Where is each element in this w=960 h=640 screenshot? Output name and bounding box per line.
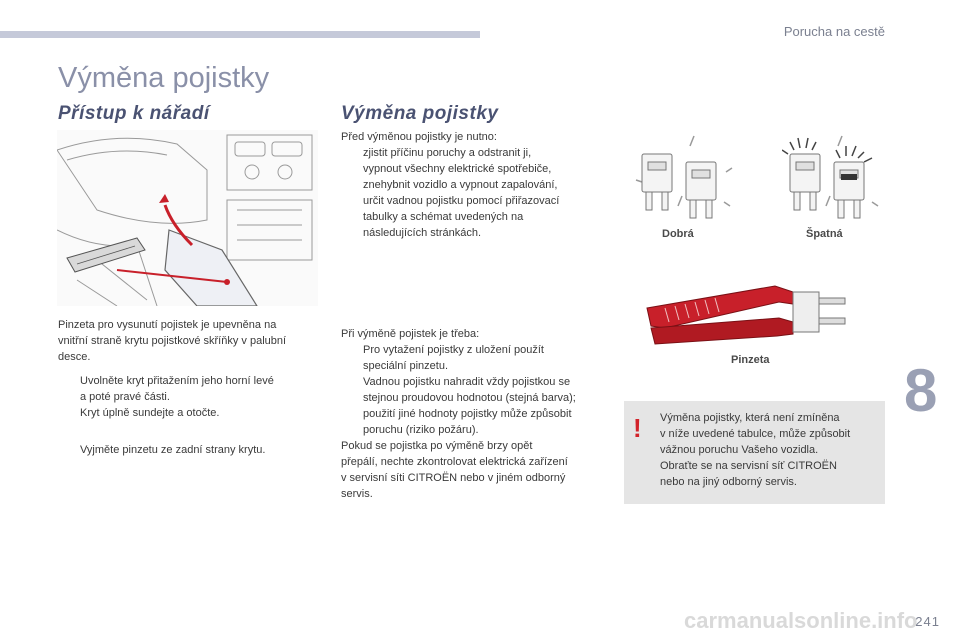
- list-item: [58, 442, 326, 458]
- bullet-line: Pro vytažení pojistky z uložení použít: [363, 344, 544, 356]
- bullet-line: stejnou proudovou hodnotou (stejná barva);: [363, 392, 576, 404]
- bullet-line: Vyjměte pinzetu ze zadní strany krytu.: [80, 444, 266, 456]
- bullet-line: následujících stránkách.: [363, 227, 482, 239]
- warning-line: nebo na jiný odborný servis.: [660, 476, 797, 488]
- warning-line: Výměna pojistky, která není zmíněna: [660, 412, 840, 424]
- before-intro: Před výměnou pojistky je nutno:: [341, 131, 497, 143]
- closing-line: přepálí, nechte zkontrolovat elektrická zařízení: [341, 456, 568, 468]
- page-title: Výměna pojistky: [58, 62, 270, 94]
- page-number: 241: [915, 614, 940, 629]
- bullet-line: znehybnit vozidlo a vypnout zapalování,: [363, 179, 558, 191]
- before-replacement-list: [341, 129, 611, 241]
- left-intro-line: desce.: [58, 351, 91, 363]
- during-replacement-list: [341, 326, 613, 502]
- list-item: [341, 145, 611, 161]
- header-accent-bar: [0, 31, 480, 38]
- good-fuse-label: Dobrá: [662, 228, 694, 240]
- section-title: Porucha na cestě: [783, 24, 885, 39]
- chapter-number: 8: [904, 357, 938, 424]
- closing-line: Pokud se pojistka po výměně brzy opět: [341, 440, 533, 452]
- left-intro: [58, 317, 326, 365]
- list-item: [58, 405, 326, 421]
- warning-exclamation-icon: !: [633, 413, 642, 443]
- left-bullets-a: [58, 373, 326, 421]
- bullet-line: poruchu (riziko požáru).: [363, 424, 479, 436]
- list-item: [58, 373, 326, 405]
- left-intro-line: Pinzeta pro vysunutí pojistek je upevněna na: [58, 319, 277, 331]
- bullet-line: Vadnou pojistku nahradit vždy pojistkou se: [363, 376, 571, 388]
- tweezers-illustration: [645, 278, 850, 348]
- left-intro-line: vnitřní straně krytu pojistkové skříňky v palubní: [58, 335, 287, 347]
- left-heading: Přístup k nářadí: [58, 103, 210, 124]
- warning-text: [660, 410, 882, 490]
- bullet-line: Kryt úplně sundejte a otočte.: [80, 407, 220, 419]
- list-item: [341, 374, 613, 438]
- right-heading: Výměna pojistky: [341, 103, 499, 124]
- during-intro: Při výměně pojistek je třeba:: [341, 328, 480, 340]
- bad-fuse-label: Špatná: [806, 228, 843, 240]
- bad-fuse-illustration: [782, 132, 882, 222]
- good-fuse-illustration: [634, 132, 734, 222]
- closing-line: v servisní síti CITROËN nebo v jiném odborný: [341, 472, 566, 484]
- list-item: [341, 161, 611, 177]
- dashboard-illustration: [57, 130, 318, 306]
- tweezers-label: Pinzeta: [731, 354, 770, 366]
- left-bullets-b: [58, 442, 326, 458]
- bullet-line: vypnout všechny elektrické spotřebiče,: [363, 163, 552, 175]
- bullet-line: zjistit příčinu poruchy a odstranit ji,: [363, 147, 532, 159]
- watermark: carmanualsonline.info: [684, 608, 918, 633]
- bullet-line: Uvolněte kryt přitažením jeho horní levé: [80, 375, 274, 387]
- list-item: [341, 177, 611, 193]
- bullet-line: tabulky a schémat uvedených na: [363, 211, 524, 223]
- closing-line: servis.: [341, 488, 373, 500]
- bullet-line: určit vadnou pojistku pomocí přiřazovací: [363, 195, 560, 207]
- bullet-line: speciální pinzetu.: [363, 360, 448, 372]
- warning-line: vážnou poruchu Vašeho vozidla.: [660, 444, 819, 456]
- list-item: [341, 193, 611, 241]
- bullet-line: použití jiné hodnoty pojistky může způsobit: [363, 408, 572, 420]
- list-item: [341, 342, 613, 374]
- warning-line: Obraťte se na servisní síť CITROËN: [660, 460, 837, 472]
- bullet-line: a poté pravé části.: [80, 391, 170, 403]
- warning-line: v níže uvedené tabulce, může způsobit: [660, 428, 851, 440]
